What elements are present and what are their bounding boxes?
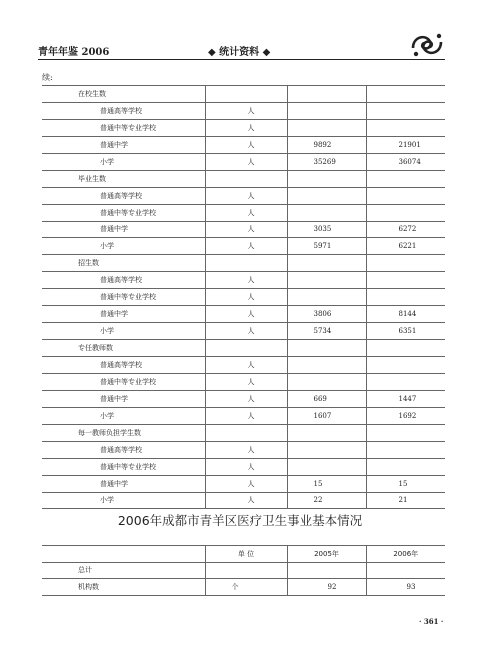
row-unit: 人 bbox=[205, 492, 287, 509]
row-value-2006 bbox=[366, 340, 445, 357]
row-value-2006: 8144 bbox=[366, 306, 445, 323]
health-statistics-table bbox=[42, 545, 445, 596]
row-value-2006: 15 bbox=[366, 475, 445, 492]
row-unit: 人 bbox=[205, 272, 287, 289]
row-unit: 人 bbox=[205, 136, 287, 153]
row-label: 普通中等专业学校 bbox=[42, 204, 205, 221]
row-value-2006: 6351 bbox=[366, 323, 445, 340]
table-row bbox=[42, 255, 445, 272]
education-statistics-table bbox=[42, 85, 445, 509]
row-unit: 人 bbox=[205, 390, 287, 407]
row-unit: 人 bbox=[205, 102, 287, 119]
row-value-2005 bbox=[287, 187, 366, 204]
table-row bbox=[42, 289, 445, 306]
row-label: 普通高等学校 bbox=[42, 102, 205, 119]
row-value-2006 bbox=[366, 373, 445, 390]
table-row bbox=[42, 119, 445, 136]
table-row bbox=[42, 204, 445, 221]
row-value-2006 bbox=[366, 170, 445, 187]
swirl-logo-icon bbox=[409, 30, 445, 60]
header-item bbox=[42, 546, 205, 563]
header-unit: 单 位 bbox=[205, 546, 287, 563]
row-unit: 人 bbox=[205, 119, 287, 136]
row-value-2005 bbox=[287, 357, 366, 374]
table-row bbox=[42, 86, 445, 103]
row-label: 普通高等学校 bbox=[42, 272, 205, 289]
table-row bbox=[42, 272, 445, 289]
row-value-2006: 21 bbox=[366, 492, 445, 509]
row-label: 普通高等学校 bbox=[42, 357, 205, 374]
row-unit: 人 bbox=[205, 323, 287, 340]
table-row bbox=[42, 475, 445, 492]
row-value-2006: 1447 bbox=[366, 390, 445, 407]
row-value-2006 bbox=[366, 562, 445, 579]
row-label: 普通中学 bbox=[42, 306, 205, 323]
row-unit bbox=[205, 562, 287, 579]
row-value-2006 bbox=[366, 272, 445, 289]
row-label: 普通中等专业学校 bbox=[42, 119, 205, 136]
row-unit: 人 bbox=[205, 357, 287, 374]
row-value-2005 bbox=[287, 170, 366, 187]
row-value-2005: 92 bbox=[287, 579, 366, 596]
row-value-2006 bbox=[366, 441, 445, 458]
table-row bbox=[42, 407, 445, 424]
row-value-2005 bbox=[287, 441, 366, 458]
table-row bbox=[42, 187, 445, 204]
row-label: 普通高等学校 bbox=[42, 441, 205, 458]
table-row bbox=[42, 441, 445, 458]
row-value-2006 bbox=[366, 458, 445, 475]
row-unit: 人 bbox=[205, 153, 287, 170]
row-unit bbox=[205, 340, 287, 357]
table-row bbox=[42, 323, 445, 340]
continued-label: 续: bbox=[42, 73, 53, 82]
row-value-2006 bbox=[366, 289, 445, 306]
table-row bbox=[42, 390, 445, 407]
row-unit bbox=[205, 255, 287, 272]
row-value-2005 bbox=[287, 255, 366, 272]
row-unit: 人 bbox=[205, 441, 287, 458]
row-unit: 人 bbox=[205, 289, 287, 306]
row-value-2005: 1607 bbox=[287, 407, 366, 424]
row-value-2006: 93 bbox=[366, 579, 445, 596]
row-label: 普通中等专业学校 bbox=[42, 458, 205, 475]
row-unit: 人 bbox=[205, 373, 287, 390]
row-value-2006: 6272 bbox=[366, 221, 445, 238]
row-label: 小学 bbox=[42, 153, 205, 170]
row-label: 普通中学 bbox=[42, 390, 205, 407]
table-row bbox=[42, 492, 445, 509]
row-value-2005: 15 bbox=[287, 475, 366, 492]
table-row bbox=[42, 579, 445, 596]
table-row bbox=[42, 136, 445, 153]
page-header bbox=[38, 38, 445, 60]
row-label: 每一教师负担学生数 bbox=[42, 424, 205, 441]
row-label: 普通中等专业学校 bbox=[42, 289, 205, 306]
table-row bbox=[42, 102, 445, 119]
header-rule bbox=[38, 59, 445, 60]
row-label: 普通中等专业学校 bbox=[42, 373, 205, 390]
row-label: 专任教师数 bbox=[42, 340, 205, 357]
page-number: · 361 · bbox=[419, 617, 444, 626]
row-value-2005 bbox=[287, 204, 366, 221]
row-value-2005 bbox=[287, 86, 366, 103]
table-row bbox=[42, 170, 445, 187]
row-value-2005 bbox=[287, 102, 366, 119]
row-value-2006: 6221 bbox=[366, 238, 445, 255]
row-value-2006 bbox=[366, 187, 445, 204]
row-label: 小学 bbox=[42, 238, 205, 255]
table-row bbox=[42, 562, 445, 579]
table-row bbox=[42, 238, 445, 255]
row-value-2005 bbox=[287, 119, 366, 136]
row-label: 普通中学 bbox=[42, 475, 205, 492]
row-label: 机构数 bbox=[42, 579, 205, 596]
book-title: 青年年鉴 2006 bbox=[38, 47, 110, 58]
row-label: 小学 bbox=[42, 492, 205, 509]
row-unit: 人 bbox=[205, 306, 287, 323]
row-label: 普通中学 bbox=[42, 136, 205, 153]
table-row bbox=[42, 373, 445, 390]
row-value-2006: 36074 bbox=[366, 153, 445, 170]
row-label: 毕业生数 bbox=[42, 170, 205, 187]
row-unit: 人 bbox=[205, 187, 287, 204]
row-unit: 人 bbox=[205, 221, 287, 238]
row-value-2006 bbox=[366, 255, 445, 272]
row-unit: 人 bbox=[205, 458, 287, 475]
row-unit: 人 bbox=[205, 407, 287, 424]
row-value-2005 bbox=[287, 340, 366, 357]
row-unit: 个 bbox=[205, 579, 287, 596]
row-label: 招生数 bbox=[42, 255, 205, 272]
row-value-2005 bbox=[287, 373, 366, 390]
row-value-2005: 3806 bbox=[287, 306, 366, 323]
header-2006: 2006年 bbox=[366, 546, 445, 563]
row-value-2005 bbox=[287, 424, 366, 441]
row-value-2005: 35269 bbox=[287, 153, 366, 170]
row-value-2006 bbox=[366, 86, 445, 103]
row-unit bbox=[205, 424, 287, 441]
table-row bbox=[42, 340, 445, 357]
row-value-2005: 9892 bbox=[287, 136, 366, 153]
row-value-2005 bbox=[287, 289, 366, 306]
row-label: 普通高等学校 bbox=[42, 187, 205, 204]
row-label: 总计 bbox=[42, 562, 205, 579]
row-value-2006 bbox=[366, 119, 445, 136]
row-value-2005: 3035 bbox=[287, 221, 366, 238]
row-label: 普通中学 bbox=[42, 221, 205, 238]
table-row bbox=[42, 153, 445, 170]
row-value-2005 bbox=[287, 562, 366, 579]
row-value-2005: 22 bbox=[287, 492, 366, 509]
row-value-2005: 669 bbox=[287, 390, 366, 407]
table-header-row bbox=[42, 546, 445, 563]
row-unit: 人 bbox=[205, 475, 287, 492]
row-unit bbox=[205, 86, 287, 103]
row-unit: 人 bbox=[205, 238, 287, 255]
row-value-2006 bbox=[366, 357, 445, 374]
table-row bbox=[42, 357, 445, 374]
section-title: ◆ 统计资料 ◆ bbox=[208, 47, 271, 58]
table-row bbox=[42, 424, 445, 441]
header-2005: 2005年 bbox=[287, 546, 366, 563]
row-value-2006 bbox=[366, 102, 445, 119]
health-table-title: 2006年成都市青羊区医疗卫生事业基本情况 bbox=[117, 513, 363, 528]
row-value-2006: 1692 bbox=[366, 407, 445, 424]
row-value-2005 bbox=[287, 272, 366, 289]
row-unit bbox=[205, 170, 287, 187]
row-value-2006 bbox=[366, 424, 445, 441]
row-unit: 人 bbox=[205, 204, 287, 221]
row-label: 小学 bbox=[42, 407, 205, 424]
table-row bbox=[42, 221, 445, 238]
table-row bbox=[42, 306, 445, 323]
row-value-2005: 5971 bbox=[287, 238, 366, 255]
row-value-2006 bbox=[366, 204, 445, 221]
row-value-2005 bbox=[287, 458, 366, 475]
table-row bbox=[42, 458, 445, 475]
row-value-2005: 5734 bbox=[287, 323, 366, 340]
row-label: 在校生数 bbox=[42, 86, 205, 103]
row-value-2006: 21901 bbox=[366, 136, 445, 153]
row-label: 小学 bbox=[42, 323, 205, 340]
